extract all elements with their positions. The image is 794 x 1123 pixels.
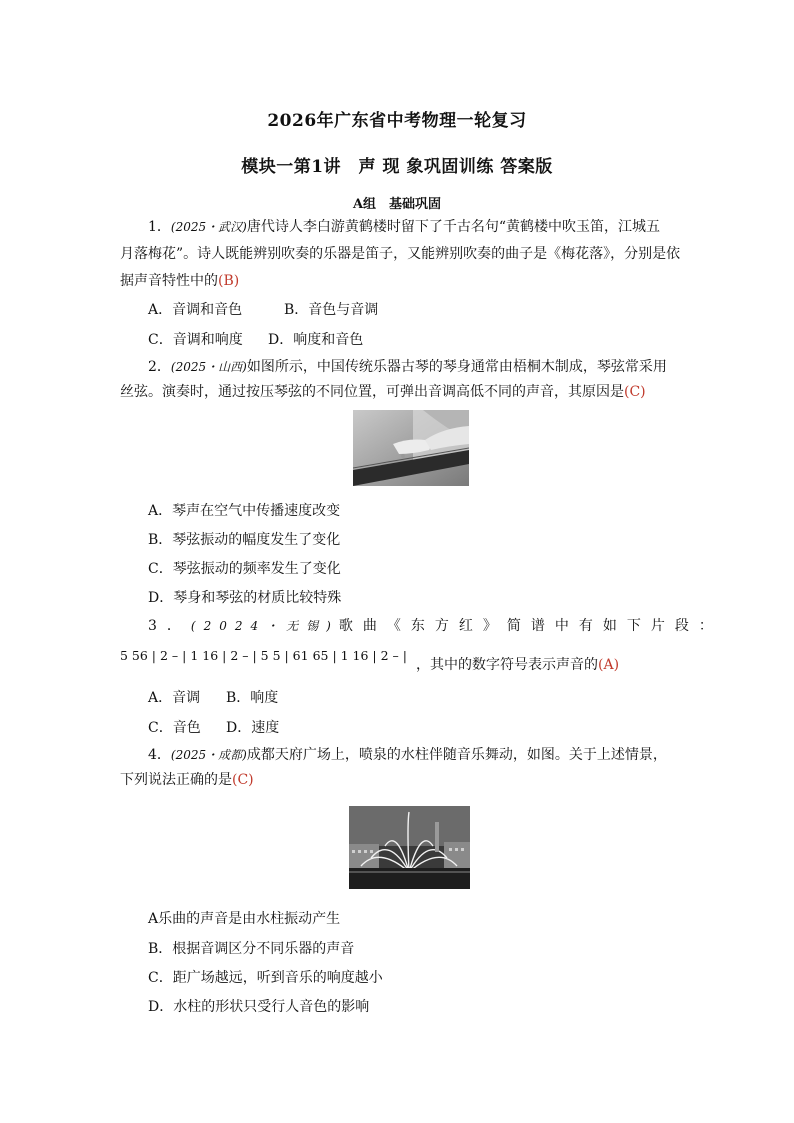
answer-key: (C) [232,772,254,788]
option-d: D．速度 [226,720,280,736]
document-title: 2026年广东省中考物理一轮复习 [267,111,527,131]
option-a: A乐曲的声音是由水柱振动产生 [148,911,341,927]
question-text: 唐代诗人李白游黄鹤楼时留下了千古名句“黄鹤楼中吹玉笛，江城五 [246,219,660,235]
question-1-line-2: 月落梅花”。诗人既能辨别吹奏的乐器是笛子，又能辨别吹奏的曲子是《梅花落》，分别是依 [120,246,681,262]
question-text: ，其中的数字符号表示声音的 [416,657,598,673]
fountain-photo [349,806,470,889]
option-b: B．根据音调区分不同乐器的声音 [148,941,355,957]
question-source: (2025・成都) [170,748,247,762]
option-a: A．音调 [148,690,201,706]
answer-key: (C) [624,384,646,400]
option-d: D．水柱的形状只受行人音色的影响 [148,999,370,1015]
option-c: C．音调和响度 [148,332,243,348]
question-3-line-1 [148,617,723,635]
question-text: 歌曲《东方红》简谱中有如下片段： [338,618,723,634]
answer-key: (B) [218,273,240,289]
section-heading: A组 基础巩固 [352,197,442,212]
question-number: 3． [148,618,191,634]
question-source: (2024・无锡) [190,619,339,633]
question-text: 据声音特性中的 [120,273,218,289]
option-c: C．音色 [148,720,201,736]
guqin-photo [353,410,469,486]
question-1-line-1 [148,218,660,236]
question-source: (2025・山西) [170,360,247,374]
option-c: C．距广场越远，听到音乐的响度越小 [148,970,383,986]
option-d: D．响度和音色 [268,332,364,348]
question-number: 4． [148,747,171,763]
document-subtitle: 模块一第1讲 声 现 象巩固训练 答案版 [241,157,553,177]
question-3-line-2 [416,656,619,674]
question-1-line-3 [120,272,239,290]
option-b: B．琴弦振动的幅度发生了变化 [148,532,341,548]
question-4-line-1 [148,746,667,764]
question-2-line-2 [120,383,646,401]
question-text: 如图所示，中国传统乐器古琴的琴身通常由梧桐木制成，琴弦常采用 [246,359,667,375]
option-a: A．音调和音色 [148,302,243,318]
question-number: 2． [148,359,171,375]
question-4-line-2 [120,771,254,789]
question-2-line-1 [148,358,667,376]
question-text: 下列说法正确的是 [120,772,232,788]
option-a: A．琴声在空气中传播速度改变 [148,503,341,519]
option-c: C．琴弦振动的频率发生了变化 [148,561,341,577]
answer-key: (A) [598,657,620,673]
option-b: B．响度 [226,690,279,706]
option-d: D．琴身和琴弦的材质比较特殊 [148,590,342,606]
question-text: 成都天府广场上，喷泉的水柱伴随音乐舞动，如图。关于上述情景， [246,747,667,763]
music-notation: 5 56 | 2 – | 1 16 | 2 – | 5 5 | 61 65 | 1 16 | 2 – | [120,648,407,663]
question-source: (2025・武汉) [170,220,247,234]
question-text: 丝弦。演奏时，通过按压琴弦的不同位置，可弹出音调高低不同的声音，其原因是 [120,384,624,400]
option-b: B．音色与音调 [284,302,379,318]
question-number: 1． [148,219,171,235]
